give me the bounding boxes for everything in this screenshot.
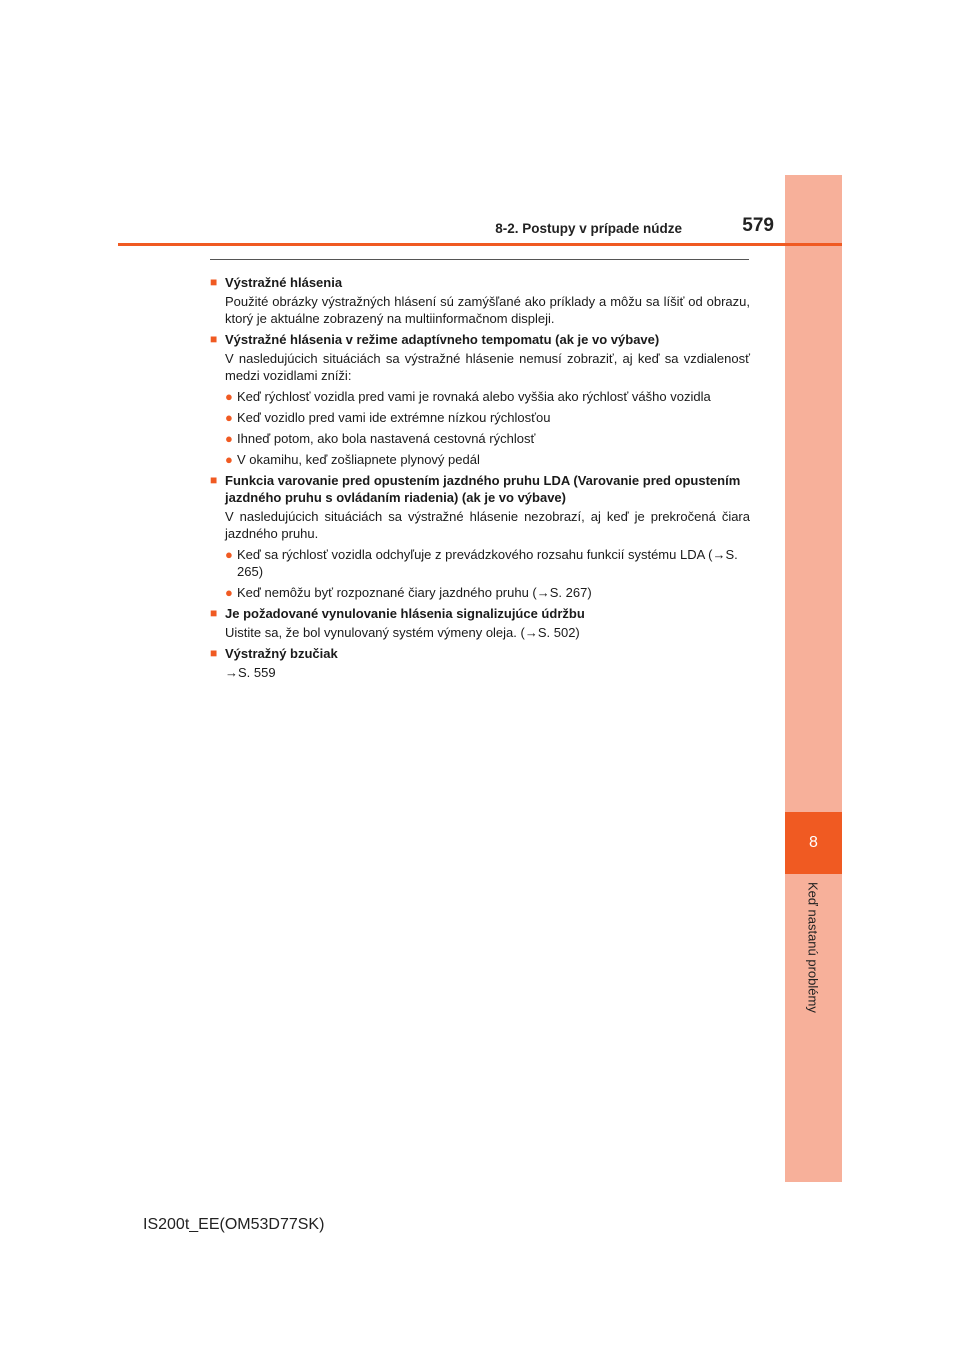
list-item-text: Keď rýchlosť vozidla pred vami je rovnaká alebo vyššia ako rýchlosť vášho vozidla (237, 389, 711, 404)
list-item-text: Keď vozidlo pred vami ide extrémne nízkou rýchlosťou (237, 410, 551, 425)
square-bullet-icon: ■ (210, 332, 218, 346)
list-item (210, 388, 750, 405)
section-heading (210, 472, 750, 506)
list-item-text: V okamihu, keď zošliapnete plynový pedál (237, 452, 480, 467)
section-text: Použité obrázky výstražných hlásení sú zamýšľané ako príklady a môžu sa líšiť od obrazu, ktorý je aktuálne zobrazený na multiinformačnom displeji. (225, 294, 750, 326)
square-bullet-icon: ■ (210, 646, 218, 660)
list-item (210, 409, 750, 426)
chapter-side-tab (785, 175, 842, 1182)
list-item-text: Ihneď potom, ako bola nastavená cestovná rýchlosť (237, 431, 536, 446)
list-item-text: Keď sa rýchlosť vozidla odchyľuje z prevádzkového rozsahu funkcií systému LDA (→S. 265) (237, 547, 738, 579)
section-warning-messages (210, 274, 750, 327)
section-cruise-control-warnings (210, 331, 750, 468)
section-title: Výstražný bzučiak (225, 646, 338, 661)
chapter-number-tab: 8 (785, 812, 842, 874)
circle-bullet-icon: ● (225, 452, 233, 467)
circle-bullet-icon: ● (225, 431, 233, 446)
section-heading (210, 274, 750, 291)
section-text: V nasledujúcich situáciách sa výstražné hlásenie nezobrazí, aj keď je prekročená čiara jazdného pruhu. (225, 509, 750, 541)
section-lane-departure-alert (210, 472, 750, 601)
section-maintenance-reset (210, 605, 750, 641)
square-bullet-icon: ■ (210, 606, 218, 620)
square-bullet-icon: ■ (210, 473, 218, 487)
section-warning-buzzer (210, 645, 750, 681)
list-item (210, 451, 750, 468)
section-text: →S. 559 (225, 665, 276, 680)
section-title: Funkcia varovanie pred opustením jazdného pruhu LDA (Varovanie pred opustením jazdného pruhu s ovládaním riadenia) (ak je vo výbave) (225, 473, 741, 505)
section-title: Výstražné hlásenia v režime adaptívneho tempomatu (ak je vo výbave) (225, 332, 660, 347)
page-number: 579 (742, 215, 774, 236)
circle-bullet-icon: ● (225, 547, 233, 562)
list-item (210, 584, 750, 601)
header-divider (118, 243, 842, 246)
section-text: V nasledujúcich situáciách sa výstražné hlásenie nemusí zobraziť, aj keď sa vzdialenosť medzi vozidlami zníži: (225, 351, 750, 383)
section-header: 8-2. Postupy v prípade núdze (495, 221, 682, 236)
section-heading (210, 605, 750, 622)
list-item (210, 430, 750, 447)
section-text: Uistite sa, že bol vynulovaný systém výmeny oleja. (→S. 502) (225, 625, 580, 640)
content-divider (210, 259, 749, 260)
section-heading (210, 645, 750, 662)
document-code: IS200t_EE(OM53D77SK) (143, 1216, 325, 1233)
section-heading (210, 331, 750, 348)
chapter-label: Keď nastanú problémy (805, 882, 821, 1013)
section-title: Je požadované vynulovanie hlásenia signalizujúce údržbu (225, 606, 585, 621)
page-content (210, 270, 750, 685)
square-bullet-icon: ■ (210, 275, 218, 289)
circle-bullet-icon: ● (225, 389, 233, 404)
circle-bullet-icon: ● (225, 585, 233, 600)
circle-bullet-icon: ● (225, 410, 233, 425)
section-title: Výstražné hlásenia (225, 275, 343, 290)
list-item-text: Keď nemôžu byť rozpoznané čiary jazdného pruhu (→S. 267) (237, 585, 592, 600)
list-item (210, 546, 750, 580)
